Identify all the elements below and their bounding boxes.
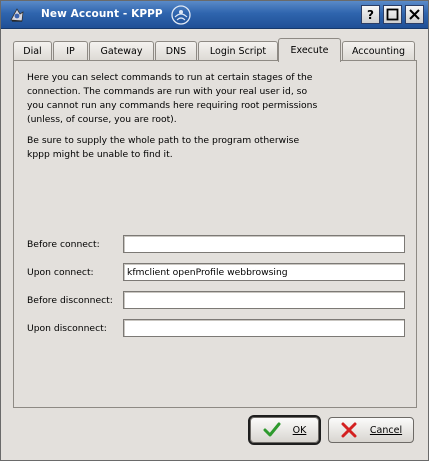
upon-connect-input[interactable] bbox=[123, 263, 405, 281]
kde-emblem-icon bbox=[169, 3, 193, 27]
tab-execute[interactable]: Execute bbox=[278, 38, 341, 62]
tab-login-script[interactable]: Login Script bbox=[198, 41, 278, 61]
tab-ip[interactable]: IP bbox=[53, 41, 88, 61]
cancel-button[interactable] bbox=[328, 417, 414, 443]
title-bar[interactable] bbox=[1, 1, 428, 29]
tab-gateway[interactable]: Gateway bbox=[89, 41, 154, 61]
kppp-app-icon[interactable] bbox=[8, 6, 26, 24]
cancel-button-label: Cancel bbox=[369, 424, 403, 436]
close-icon bbox=[408, 8, 421, 21]
svg-text:?: ? bbox=[367, 8, 374, 21]
upon-disconnect-label: Upon disconnect: bbox=[27, 323, 107, 334]
close-button[interactable] bbox=[405, 5, 424, 24]
description-paragraph-1: Here you can select commands to run at certain stages of the connection. The commands are run with your real user id, so you cannot run any commands here requiring root permissions (unless, of course, you are root). bbox=[27, 72, 318, 125]
checkmark-icon bbox=[263, 422, 281, 438]
before-disconnect-input[interactable] bbox=[123, 291, 405, 309]
window-title: New Account - KPPP bbox=[41, 8, 163, 20]
maximize-icon bbox=[386, 8, 399, 21]
tab-accounting[interactable]: Accounting bbox=[342, 41, 415, 61]
execute-tab-panel bbox=[13, 60, 417, 408]
upon-disconnect-input[interactable] bbox=[123, 319, 405, 337]
x-icon bbox=[340, 422, 358, 438]
before-connect-label: Before connect: bbox=[27, 239, 100, 250]
question-mark-icon bbox=[364, 8, 377, 21]
tab-dial[interactable]: Dial bbox=[13, 41, 52, 61]
ok-button-label: OK bbox=[292, 424, 307, 436]
execute-description bbox=[27, 71, 407, 162]
maximize-button[interactable] bbox=[383, 5, 402, 24]
ok-button[interactable] bbox=[250, 417, 319, 443]
before-disconnect-label: Before disconnect: bbox=[27, 295, 113, 306]
before-connect-input[interactable] bbox=[123, 235, 405, 253]
upon-connect-label: Upon connect: bbox=[27, 267, 94, 278]
tab-dns[interactable]: DNS bbox=[155, 41, 197, 61]
description-paragraph-2: Be sure to supply the whole path to the program otherwise kppp might be unable to find it. bbox=[27, 135, 300, 160]
help-button[interactable] bbox=[361, 5, 380, 24]
